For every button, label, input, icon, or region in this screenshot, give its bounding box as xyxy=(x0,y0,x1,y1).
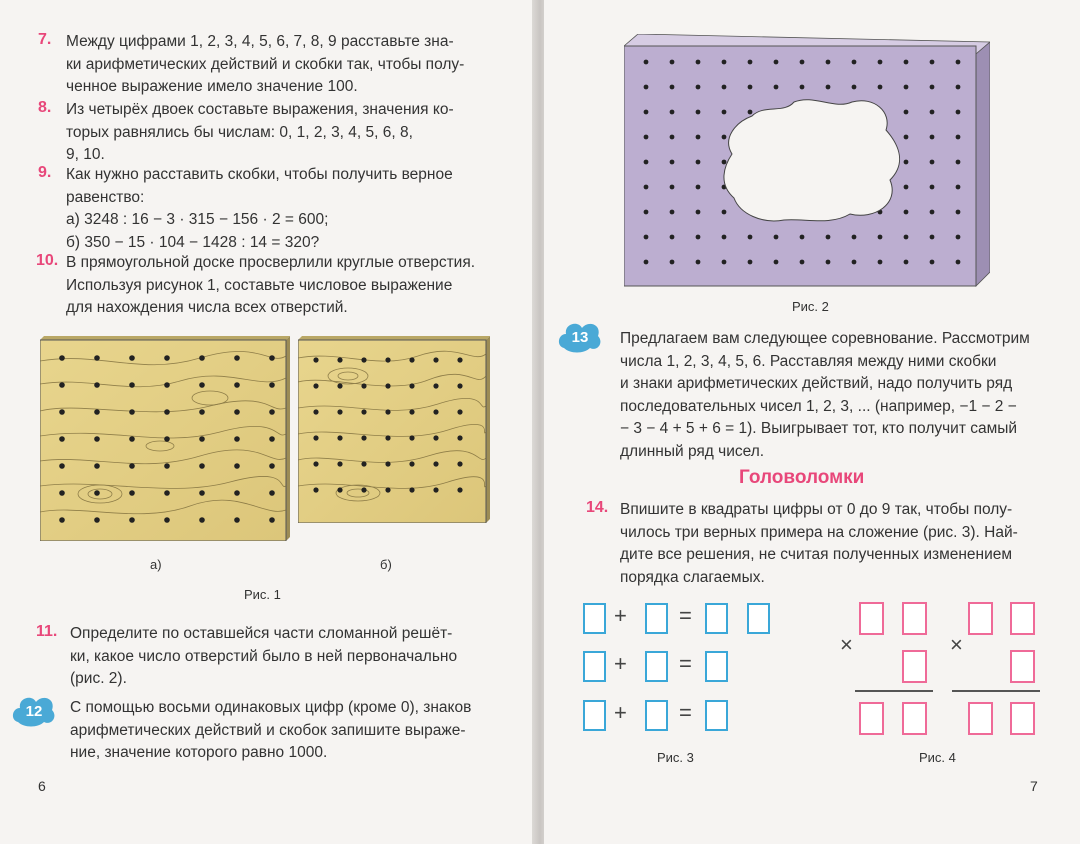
digit-box[interactable] xyxy=(747,603,770,634)
hole-dot xyxy=(59,463,65,469)
hole-dot xyxy=(670,60,675,65)
hole-dot xyxy=(904,235,909,240)
hole-dot xyxy=(269,517,275,523)
hole-dot xyxy=(930,260,935,265)
hole-dot xyxy=(800,85,805,90)
hole-dot xyxy=(956,85,961,90)
hole-dot xyxy=(696,235,701,240)
hole-dot xyxy=(930,135,935,140)
digit-box[interactable] xyxy=(859,702,884,735)
hole-dot xyxy=(878,60,883,65)
hole-dot xyxy=(670,260,675,265)
hole-dot xyxy=(722,60,727,65)
hole-dot xyxy=(199,490,205,496)
digit-box[interactable] xyxy=(859,602,884,635)
wooden-board-b xyxy=(298,336,490,523)
hole-dot xyxy=(644,260,649,265)
hole-dot xyxy=(722,210,727,215)
hole-dot xyxy=(129,382,135,388)
hole-dot xyxy=(457,357,462,362)
hole-dot xyxy=(199,463,205,469)
hole-dot xyxy=(748,85,753,90)
hole-dot xyxy=(457,409,462,414)
hole-dot xyxy=(904,185,909,190)
hole-dot xyxy=(94,436,100,442)
digit-box[interactable] xyxy=(645,603,668,634)
hole-dot xyxy=(337,383,342,388)
hole-dot xyxy=(670,110,675,115)
problem-14-number: 14. xyxy=(586,499,609,516)
hole-dot xyxy=(199,355,205,361)
hole-dot xyxy=(409,487,414,492)
hole-dot xyxy=(930,85,935,90)
digit-box[interactable] xyxy=(968,602,993,635)
hole-dot xyxy=(774,235,779,240)
hole-dot xyxy=(696,185,701,190)
wooden-board-a xyxy=(40,336,290,541)
hole-dot xyxy=(234,490,240,496)
hole-dot xyxy=(433,487,438,492)
hole-dot xyxy=(337,461,342,466)
hole-dot xyxy=(800,260,805,265)
hole-dot xyxy=(956,210,961,215)
hole-dot xyxy=(361,461,366,466)
problem-11-number: 11. xyxy=(36,623,58,640)
digit-box[interactable] xyxy=(705,651,728,682)
page-number-right: 7 xyxy=(1030,778,1038,794)
hole-dot xyxy=(722,85,727,90)
hole-dot xyxy=(748,110,753,115)
hole-dot xyxy=(433,383,438,388)
hole-dot xyxy=(644,210,649,215)
hole-dot xyxy=(826,85,831,90)
digit-box[interactable] xyxy=(583,700,606,731)
hole-dot xyxy=(199,409,205,415)
hole-dot xyxy=(361,409,366,414)
hole-dot xyxy=(385,383,390,388)
hole-dot xyxy=(644,85,649,90)
hole-dot xyxy=(956,160,961,165)
hole-dot xyxy=(59,490,65,496)
problem-12-badge xyxy=(10,692,56,728)
hole-dot xyxy=(457,435,462,440)
hole-dot xyxy=(722,135,727,140)
digit-box[interactable] xyxy=(1010,602,1035,635)
hole-dot xyxy=(199,436,205,442)
hole-dot xyxy=(409,383,414,388)
hole-dot xyxy=(94,463,100,469)
hole-dot xyxy=(164,490,170,496)
hole-dot xyxy=(644,235,649,240)
hole-dot xyxy=(457,487,462,492)
hole-dot xyxy=(129,355,135,361)
hole-dot xyxy=(409,435,414,440)
hole-dot xyxy=(313,383,318,388)
sum-line xyxy=(855,690,933,692)
hole-dot xyxy=(129,463,135,469)
fig1-label-b: б) xyxy=(380,557,392,572)
hole-dot xyxy=(234,436,240,442)
hole-dot xyxy=(269,490,275,496)
hole-dot xyxy=(164,382,170,388)
hole-dot xyxy=(800,235,805,240)
digit-box[interactable] xyxy=(1010,650,1035,683)
hole-dot xyxy=(878,235,883,240)
hole-dot xyxy=(313,461,318,466)
hole-dot xyxy=(852,235,857,240)
hole-dot xyxy=(199,382,205,388)
hole-dot xyxy=(361,487,366,492)
hole-dot xyxy=(670,235,675,240)
hole-dot xyxy=(930,60,935,65)
hole-dot xyxy=(904,135,909,140)
hole-dot xyxy=(644,135,649,140)
hole-dot xyxy=(313,487,318,492)
hole-dot xyxy=(269,382,275,388)
hole-dot xyxy=(361,435,366,440)
hole-dot xyxy=(904,85,909,90)
hole-dot xyxy=(670,185,675,190)
right-page: Рис. 2 13 Предлагаем вам следующее соревнование. Рассмотрим числа 1, 2, 3, 4, 5, 6. Расставляя между ними скобки и знаки арифметических действий, надо получить ряд последовательных чисел 1, 2, 3, ... (например, −1 − 2 − − 3 − 4 + 5 + 6 = 1). Выигрывает тот, кто получит самый длинный ряд чисел. Головоломки 14. Впишите в квадраты цифры от 0 до 9 так, чтобы полу- чилось три верных примера на сложение (рис. 3). Най- дите все решения, не считая полученных изменением порядка слагаемых. + = + = + = Рис. 3 × × Рис. 4 7 xyxy=(544,0,1080,844)
digit-box[interactable] xyxy=(902,602,927,635)
hole-dot xyxy=(313,435,318,440)
hole-dot xyxy=(904,160,909,165)
hole-dot xyxy=(930,160,935,165)
hole-dot xyxy=(234,355,240,361)
hole-dot xyxy=(670,160,675,165)
hole-dot xyxy=(337,357,342,362)
hole-dot xyxy=(644,160,649,165)
problem-8-number: 8. xyxy=(38,99,52,116)
hole-dot xyxy=(129,436,135,442)
hole-dot xyxy=(696,110,701,115)
page-number-left: 6 xyxy=(38,778,46,794)
hole-dot xyxy=(337,435,342,440)
hole-dot xyxy=(199,517,205,523)
digit-box[interactable] xyxy=(583,603,606,634)
fig4-caption: Рис. 4 xyxy=(919,750,956,765)
hole-dot xyxy=(234,463,240,469)
fig1-caption: Рис. 1 xyxy=(244,587,281,602)
hole-dot xyxy=(457,461,462,466)
hole-dot xyxy=(164,409,170,415)
left-page: 7. Между цифрами 1, 2, 3, 4, 5, 6, 7, 8, 9 расставьте зна- ки арифметических действий и скобки так, чтобы полу- ченное выражение имело значение 100. 8. Из четырёх двоек составьте выражения, значения ко- торых равнялись бы числам: 0, 1, 2, 3, 4, 5, 6, 8, 9, 10. 9. Как нужно расставить скобки, чтобы получить верное равенство: а) 3248 : 16 − 3 · 315 − 156 · 2 = 600; б) 350 − 15 · 104 − 1428 : 14 = 320? 10. В прямоугольной доске просверлили круглые отверстия. Используя рисунок 1, составьте числовое выражение для нахождения числа всех отверстий. а) б) Рис. 1 11. Определите по оставшейся части сломанной решёт- ки, какое число отверстий было в ней первоначально (рис. 2). 12 С помощью восьми одинаковых цифр (кроме 0), знаков арифметических действий и скобок запишите выраже- ние, значение которого равно 1000. 6 xyxy=(0,0,536,844)
hole-dot xyxy=(670,210,675,215)
hole-dot xyxy=(852,60,857,65)
hole-dot xyxy=(385,487,390,492)
hole-dot xyxy=(930,110,935,115)
hole-dot xyxy=(94,409,100,415)
hole-dot xyxy=(956,235,961,240)
hole-dot xyxy=(269,355,275,361)
hole-dot xyxy=(826,60,831,65)
hole-dot xyxy=(696,160,701,165)
hole-dot xyxy=(313,409,318,414)
hole-dot xyxy=(269,463,275,469)
hole-dot xyxy=(722,160,727,165)
hole-dot xyxy=(433,435,438,440)
hole-dot xyxy=(722,260,727,265)
equals-sign: = xyxy=(679,651,692,676)
hole-dot xyxy=(269,436,275,442)
equals-sign: = xyxy=(679,700,692,725)
hole-dot xyxy=(748,260,753,265)
hole-dot xyxy=(956,110,961,115)
hole-dot xyxy=(59,409,65,415)
hole-dot xyxy=(878,85,883,90)
hole-dot xyxy=(409,409,414,414)
hole-dot xyxy=(59,355,65,361)
digit-box[interactable] xyxy=(645,700,668,731)
hole-dot xyxy=(409,357,414,362)
hole-dot xyxy=(234,409,240,415)
hole-dot xyxy=(956,60,961,65)
hole-dot xyxy=(94,490,100,496)
hole-dot xyxy=(313,357,318,362)
fig2-caption: Рис. 2 xyxy=(792,299,829,314)
hole-dot xyxy=(129,517,135,523)
hole-dot xyxy=(696,260,701,265)
problem-13-badge xyxy=(556,318,602,354)
hole-dot xyxy=(956,185,961,190)
plus-sign: + xyxy=(614,700,627,725)
hole-dot xyxy=(59,382,65,388)
equals-sign: = xyxy=(679,603,692,628)
hole-dot xyxy=(800,60,805,65)
hole-dot xyxy=(774,60,779,65)
times-sign: × xyxy=(950,632,963,657)
hole-dot xyxy=(433,409,438,414)
hole-dot xyxy=(826,260,831,265)
hole-dot xyxy=(878,260,883,265)
fig1-label-a: а) xyxy=(150,557,162,572)
hole-dot xyxy=(94,517,100,523)
digit-box[interactable] xyxy=(705,603,728,634)
hole-dot xyxy=(748,235,753,240)
hole-dot xyxy=(696,135,701,140)
hole-dot xyxy=(826,235,831,240)
hole-dot xyxy=(433,357,438,362)
hole-dot xyxy=(930,210,935,215)
digit-box[interactable] xyxy=(1010,702,1035,735)
hole-dot xyxy=(722,110,727,115)
hole-dot xyxy=(956,260,961,265)
hole-dot xyxy=(94,382,100,388)
hole-dot xyxy=(164,436,170,442)
hole-dot xyxy=(904,60,909,65)
hole-dot xyxy=(361,383,366,388)
problem-13-number: 13 xyxy=(571,329,589,346)
hole-dot xyxy=(385,435,390,440)
hole-dot xyxy=(852,260,857,265)
hole-dot xyxy=(644,185,649,190)
hole-dot xyxy=(59,517,65,523)
hole-dot xyxy=(670,135,675,140)
hole-dot xyxy=(337,409,342,414)
hole-dot xyxy=(361,357,366,362)
hole-dot xyxy=(234,382,240,388)
hole-dot xyxy=(164,463,170,469)
hole-dot xyxy=(774,260,779,265)
problem-10-number: 10. xyxy=(36,252,59,269)
hole-dot xyxy=(164,355,170,361)
hole-dot xyxy=(956,135,961,140)
hole-dot xyxy=(269,409,275,415)
problem-9-number: 9. xyxy=(38,164,52,181)
fig3-caption: Рис. 3 xyxy=(657,750,694,765)
hole-dot xyxy=(164,517,170,523)
hole-dot xyxy=(433,461,438,466)
hole-dot xyxy=(94,355,100,361)
hole-dot xyxy=(774,85,779,90)
digit-box[interactable] xyxy=(705,700,728,731)
digit-box[interactable] xyxy=(645,651,668,682)
digit-box[interactable] xyxy=(583,651,606,682)
hole-dot xyxy=(696,85,701,90)
section-title-puzzles: Головоломки xyxy=(739,467,865,488)
hole-dot xyxy=(385,409,390,414)
hole-dot xyxy=(696,210,701,215)
digit-box[interactable] xyxy=(902,702,927,735)
hole-dot xyxy=(644,110,649,115)
plus-sign: + xyxy=(614,651,627,676)
hole-dot xyxy=(385,461,390,466)
hole-dot xyxy=(904,260,909,265)
hole-dot xyxy=(748,60,753,65)
hole-dot xyxy=(930,185,935,190)
sum-line xyxy=(952,690,1040,692)
problem-7-number: 7. xyxy=(38,31,52,48)
plus-sign: + xyxy=(614,603,627,628)
hole-dot xyxy=(234,517,240,523)
hole-dot xyxy=(129,409,135,415)
hole-dot xyxy=(644,60,649,65)
hole-dot xyxy=(722,235,727,240)
hole-dot xyxy=(385,357,390,362)
hole-dot xyxy=(904,110,909,115)
hole-dot xyxy=(409,461,414,466)
problem-12-number: 12 xyxy=(25,703,43,720)
hole-dot xyxy=(337,487,342,492)
hole-dot xyxy=(457,383,462,388)
times-sign: × xyxy=(840,632,853,657)
hole-dot xyxy=(904,210,909,215)
hole-dot xyxy=(670,85,675,90)
digit-box[interactable] xyxy=(968,702,993,735)
digit-box[interactable] xyxy=(902,650,927,683)
hole-dot xyxy=(129,490,135,496)
broken-grid-board xyxy=(624,34,990,288)
hole-dot xyxy=(59,436,65,442)
hole-dot xyxy=(696,60,701,65)
hole-dot xyxy=(852,85,857,90)
hole-dot xyxy=(930,235,935,240)
